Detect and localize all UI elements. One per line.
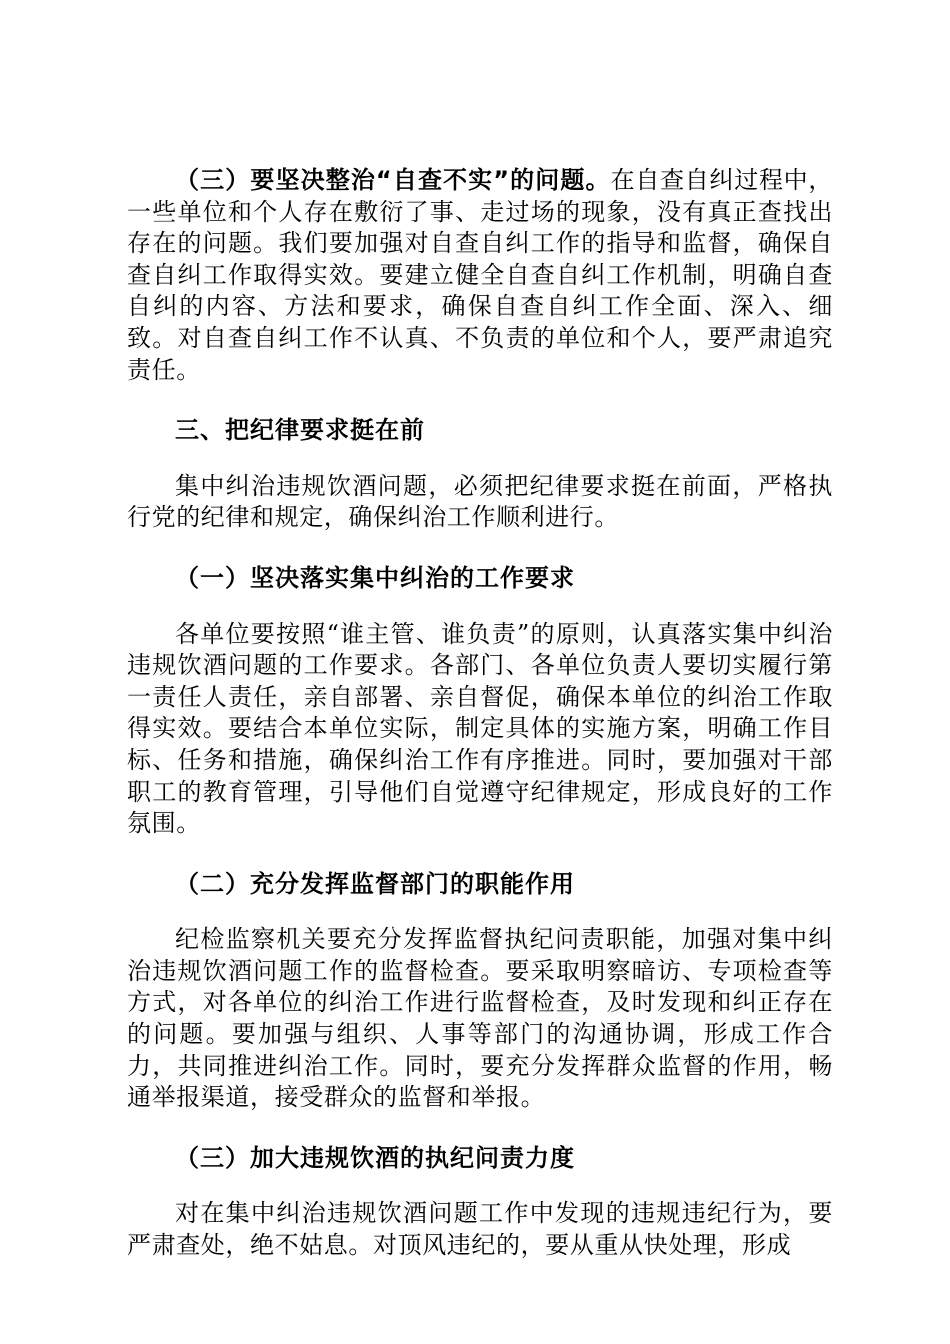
section-heading-three: 三、把纪律要求挺在前 xyxy=(175,416,425,445)
subsection-paragraph-two: 纪检监察机关要充分发挥监督执纪问责职能，加强对集中纠治违规饮酒问题工作的监督检查。要采取明察暗访、专项检查等方式，对各单位的纠治工作进行监督检查，及时发现和纠正存在的问题。要加强与组织、人事等部门的沟通协调，形成工作合力，共同推进纠治工作。同时，要充分发挥群众监督的作用，畅通举报渠道，接受群众的监督和举报。 xyxy=(127,925,833,1112)
subsection-heading-two: （二）充分发挥监督部门的职能作用 xyxy=(175,869,575,898)
paragraph-self-inspection xyxy=(127,165,833,386)
paragraph-text: 在自查自纠过程中，一些单位和个人存在敷衍了事、走过场的现象，没有真正查找出存在的问题。我们要加强对自查自纠工作的指导和监督，确保自查自纠工作取得实效。要建立健全自查自纠工作机制，明确自查自纠的内容、方法和要求，确保自查自纠工作全面、深入、细致。对自查自纠工作不认真、不负责的单位和个人，要严肃追究责任。 xyxy=(127,166,833,384)
document-body xyxy=(127,165,833,1262)
section-intro-paragraph: 集中纠治违规饮酒问题，必须把纪律要求挺在前面，严格执行党的纪律和规定，确保纠治工作顺利进行。 xyxy=(127,471,833,532)
subsection-heading-one: （一）坚决落实集中纠治的工作要求 xyxy=(175,563,575,592)
paragraph-lead-heading: （三）要坚决整治“自查不实”的问题。 xyxy=(175,166,611,194)
subsection-paragraph-one: 各单位要按照“谁主管、谁负责”的原则，认真落实集中纠治违规饮酒问题的工作要求。各部门、各单位负责人要切实履行第一责任人责任，亲自部署、亲自督促，确保本单位的纠治工作取得实效。要结合本单位实际，制定具体的实施方案，明确工作目标、任务和措施，确保纠治工作有序推进。同时，要加强对干部职工的教育管理，引导他们自觉遵守纪律规定，形成良好的工作氛围。 xyxy=(127,619,833,838)
subsection-heading-three: （三）加大违规饮酒的执纪问责力度 xyxy=(175,1143,575,1172)
subsection-paragraph-three: 对在集中纠治违规饮酒问题工作中发现的违规违纪行为，要严肃查处，绝不姑息。对顶风违纪的，要从重从快处理，形成 xyxy=(127,1199,833,1260)
